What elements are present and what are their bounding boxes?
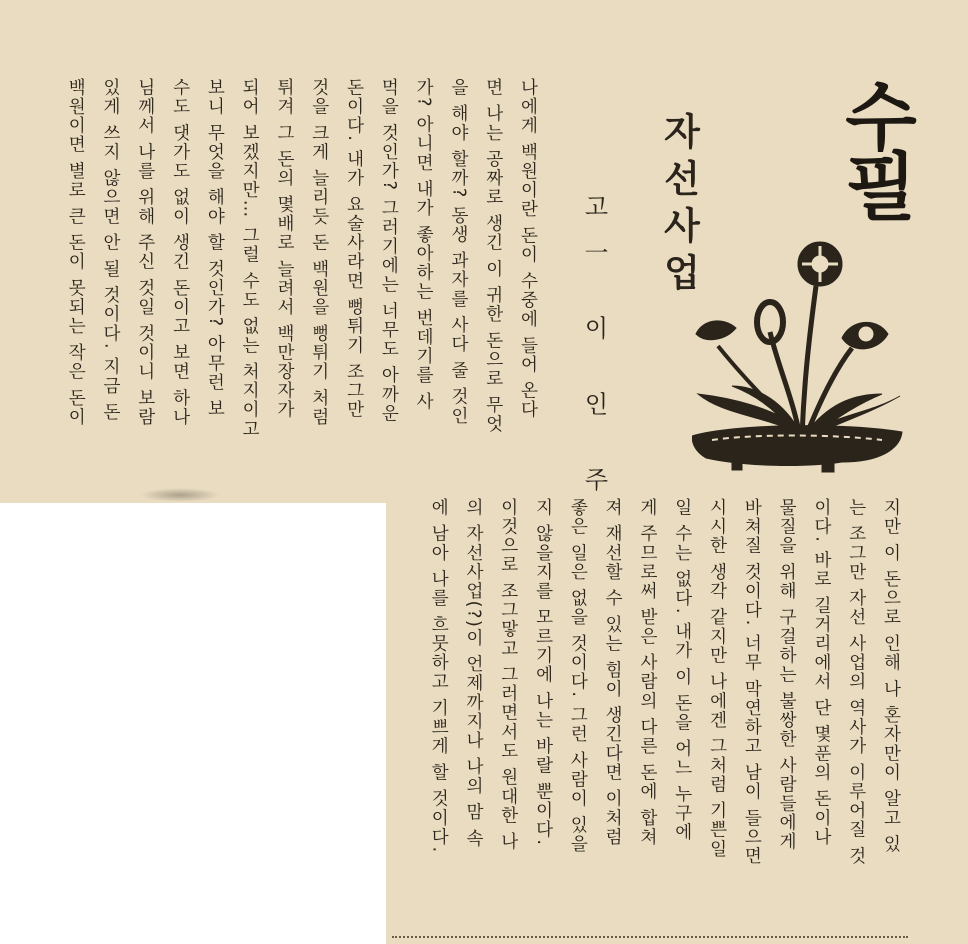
text-column: 는 조그만 자선 사업의 역사가 이루어질 것 xyxy=(846,498,867,866)
ink-smudge xyxy=(140,488,220,502)
text-column: 물질을 위해 구걸하는 불쌍한 사람들에게 xyxy=(776,498,797,852)
text-column: 튀겨 그 돈의 몇배로 늘려서 백만장자가 xyxy=(274,78,295,420)
text-column: 좋은 일은 없을 것이다. 그런 사람이 있을 xyxy=(567,498,588,854)
text-column: 보니 무엇을 해야 할 것인가? 아무런 보 xyxy=(204,78,225,419)
essay-title: 자선사업 xyxy=(657,112,700,300)
text-column: 나에게 백원이란 돈이 수중에 들어 온다 xyxy=(518,78,538,420)
text-column: 면 나는 공짜로 생긴 이 귀한 돈으로 무엇 xyxy=(483,78,504,434)
text-column: 이다. 바로 길거리에서 단 몇푼의 돈이나 xyxy=(811,498,832,847)
dotted-divider xyxy=(392,936,908,938)
text-column: 시시한 생각 같지만 나에겐 그처럼 기쁜일 xyxy=(707,498,728,859)
essay-text-top xyxy=(58,78,545,439)
text-column: 지만 이 돈으로 인해 나 혼자만이 알고 있 xyxy=(881,498,901,854)
flower-vase-woodcut-icon xyxy=(692,236,904,476)
cropped-blank-area xyxy=(0,503,386,944)
text-column: 돈이다. 내가 요술사라면 뻥튀기 조그만 xyxy=(344,78,365,420)
text-column: 이것으로 조그맣고 그러면서도 원대한 나 xyxy=(498,498,519,852)
text-column: 님께서 나를 위해 주신 것일 것이니 보람 xyxy=(135,78,156,427)
text-column: 것을 크게 늘리듯 돈 백원을 뻥튀기 처럼 xyxy=(309,78,330,427)
author-byline: 고一 이 인 주 xyxy=(580,194,608,513)
text-column: 바쳐질 것이다. 너무 막연하고 남이 들으면 xyxy=(741,498,762,866)
text-column: 져 재선할 수 있는 힘이 생긴다면 이처럼 xyxy=(602,498,623,847)
text-column: 의 자선사업(?)이 언제까지나 나의 맘 속 xyxy=(463,498,484,849)
essay-text-bottom xyxy=(421,498,908,866)
text-column: 을 해야 할까? 동생 과자를 사다 줄 것인 xyxy=(448,78,469,426)
text-column: 수도 댓가도 없이 생긴 돈이고 보면 하나 xyxy=(170,78,191,427)
text-column: 먹을 것인가? 그러기에는 너무도 아까운 xyxy=(378,78,399,424)
text-column: 백원이면 별로 큰 돈이 못되는 작은 돈이 xyxy=(65,78,86,427)
text-column: 게 주므로써 받은 사람의 다른 돈에 합쳐 xyxy=(637,498,658,847)
text-column: 되어 보겠지만… 그럴 수도 없는 처지이고 xyxy=(239,78,260,439)
section-title: 수필 xyxy=(832,78,918,218)
text-column: 가? 아니면 내가 좋아하는 번데기를 사 xyxy=(413,78,434,412)
text-column: 있게 쓰지 않으면 안 될 것이다. 지금 돈 xyxy=(100,78,121,422)
text-column: 에 남아 나를 흐뭇하고 기쁘게 할 것이다. xyxy=(428,498,449,854)
text-column: 일 수는 없다. 내가 이 돈을 어느 누구에 xyxy=(672,498,693,842)
text-column: 지 않을지를 모르기에 나는 바랄 뿐이다. xyxy=(533,498,554,847)
